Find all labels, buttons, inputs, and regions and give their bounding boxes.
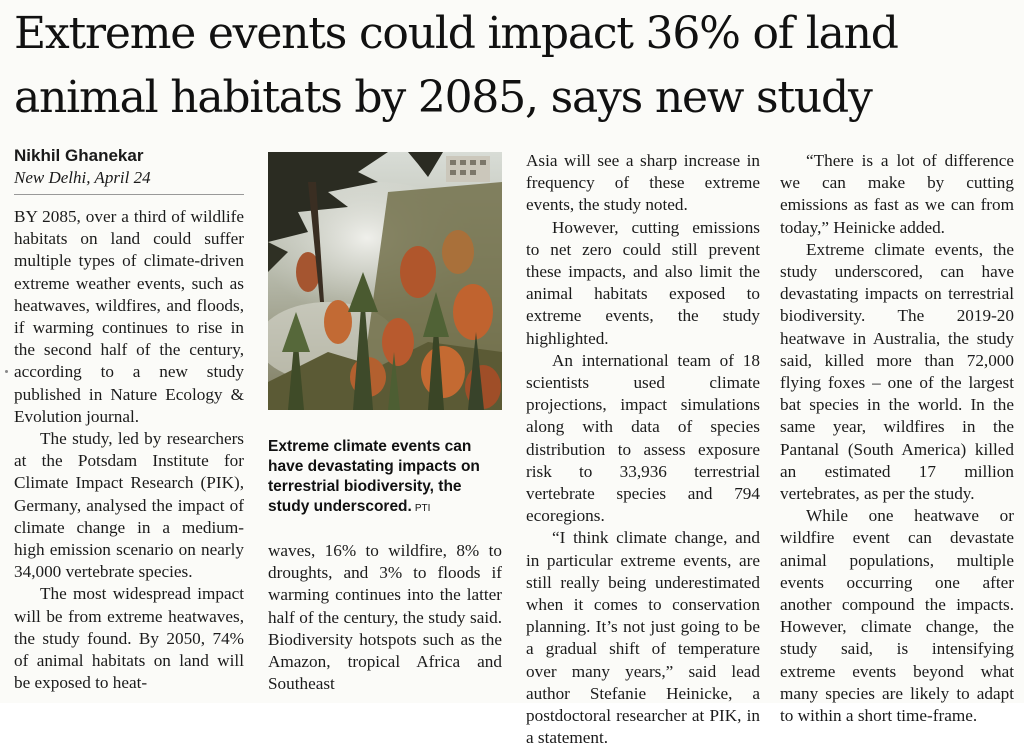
paragraph: The most widespread impact will be from extreme heatwaves, the study found. By 2050, 74% of animal habitats on land will be exposed to heat-: [14, 584, 244, 693]
forest-fire-photo: [268, 152, 502, 410]
byline-divider: [14, 194, 244, 195]
photo-caption: [268, 437, 502, 519]
article-column-4: [780, 150, 1014, 727]
headline: Extreme events could impact 36% of land animal habitats by 2085, says new study: [14, 8, 898, 123]
margin-mark: [5, 370, 8, 373]
paragraph: Extreme climate events, the study underscored, can have devastating impacts on terrestrial biodiversity. The 2019-20 heatwave in Australia, the study said, killed more than 72,000 flying foxes – one of the largest bat species in the world. In the same year, wildfires in the Pantanal (South America) killed an estimated 17 million vertebrates, as per the study.: [780, 239, 1014, 504]
article-column-1: [14, 206, 244, 694]
photo-credit: PTI: [414, 503, 431, 514]
paragraph: “There is a lot of difference we can make by cutting emissions as fast as we can from today,” Heinicke added.: [780, 151, 1014, 237]
paragraph: The study, led by researchers at the Potsdam Institute for Climate Impact Research (PIK), Germany, analysed the impact of climate change in a medium-high emission scenario on nearly 34,000 vertebrate species.: [14, 429, 244, 582]
article-column-2: [268, 540, 502, 695]
paragraph: An international team of 18 scientists used climate projections, impact simulations along with data of species distribution to assess exposure risk to 33,936 terrestrial vertebrate species and 794 ecoregions.: [526, 350, 760, 526]
article-column-3: [526, 150, 760, 749]
byline: [14, 145, 244, 189]
paragraph: While one heatwave or wildfire event can devastate animal populations, multiple events occurring one after another compound the impacts. However, climate change, the study said, is intensifying extreme events beyond what many species are likely to adapt to within a short time-frame.: [780, 506, 1014, 726]
caption-text: Extreme climate events can have devastating impacts on terrestrial biodiversity, the study underscored.: [268, 438, 480, 515]
author-name: Nikhil Ghanekar: [14, 146, 144, 165]
photo-illustration: [268, 152, 502, 410]
paragraph: waves, 16% to wildfire, 8% to droughts, and 3% to floods if warming continues into the latter half of the century, the study said. Biodiversity hotspots such as the Amazon, tropical Africa and Southeast: [268, 541, 502, 694]
dateline: New Delhi, April 24: [14, 168, 151, 187]
paragraph: BY 2085, over a third of wildlife habitats on land could suffer multiple types of climate-driven extreme weather events, such as heatwaves, wildfires, and floods, if warming continues to rise in the second half of the century, according to a new study published in Nature Ecology & Evolution journal.: [14, 207, 244, 426]
paragraph: “I think climate change, and in particular extreme events, are still really being underestimated when it comes to conservation planning. It’s not just going to be a gradual shift of temperature over many years,” said lead author Stefanie Heinicke, a postdoctoral researcher at PIK, in a statement.: [526, 528, 760, 748]
paragraph: However, cutting emissions to net zero could still prevent these impacts, and also limit the animal habitats exposed to extreme events, the study highlighted.: [526, 217, 760, 348]
paragraph: Asia will see a sharp increase in frequency of these extreme events, the study noted.: [526, 151, 760, 215]
